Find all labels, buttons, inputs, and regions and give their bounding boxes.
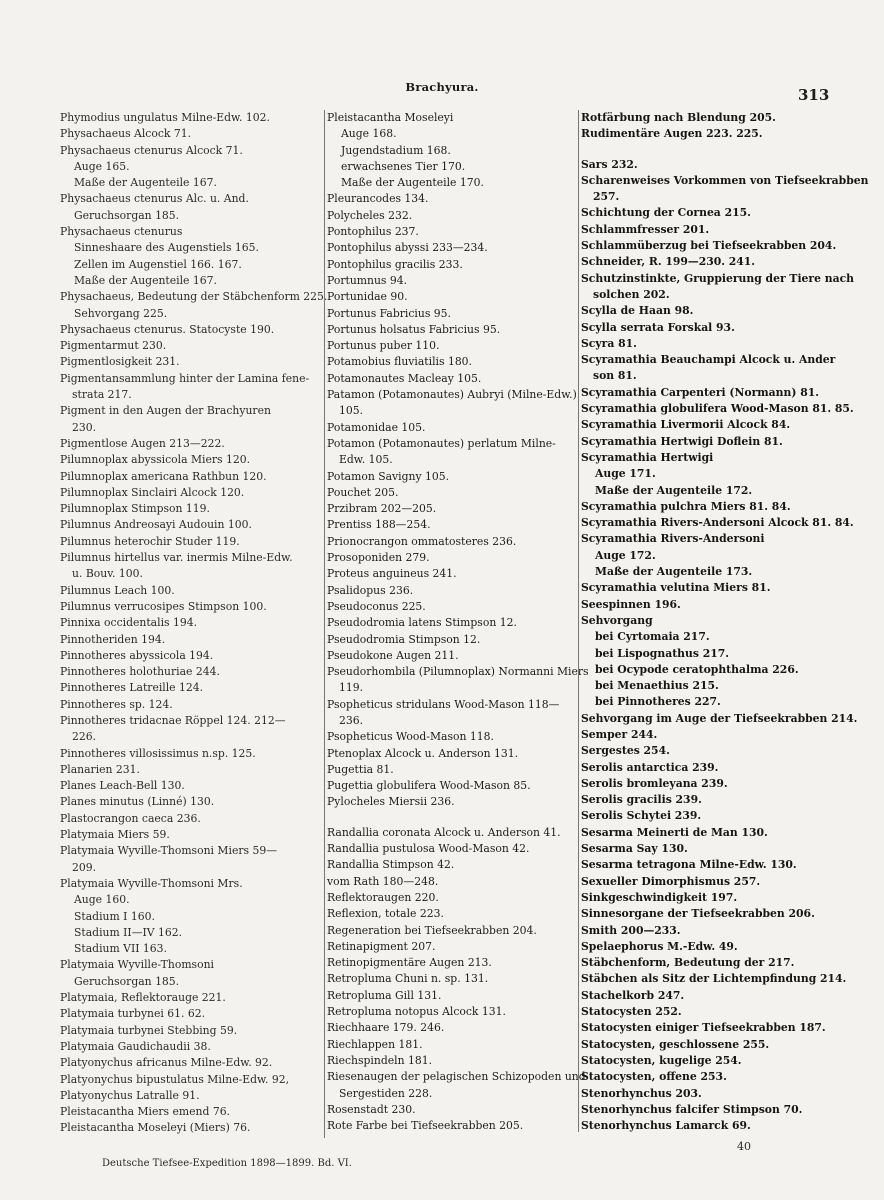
index-entry: Schlammüberzug bei Tiefseekrabben 204. (581, 239, 837, 253)
index-entry: Rote Farbe bei Tiefseekrabben 205. (327, 1119, 524, 1133)
index-entry: Sinkgeschwindigkeit 197. (581, 890, 738, 904)
index-subentry: bei Cyrtomaia 217. (595, 630, 710, 644)
index-entry: Pilumnus verrucosipes Stimpson 100. (60, 599, 267, 613)
index-entry: Scyramathia Hertwigi Doflein 81. (581, 434, 783, 448)
index-entry: Proteus anguineus 241. (327, 567, 457, 581)
index-subentry: Zellen im Augenstiel 166. 167. (74, 257, 242, 271)
index-entry: Scyramathia Rivers-Andersoni Alcock 81. 84. (581, 516, 854, 530)
index-entry: Platymaia turbynei 61. 62. (60, 1007, 206, 1021)
index-subentry: Stadium II—IV 162. (74, 925, 183, 939)
index-entry: Pigmentansammlung hinter der Lamina fene- (60, 371, 310, 385)
index-entry: Riechspindeln 181. (327, 1053, 433, 1067)
index-entry-continuation: 236. (339, 713, 364, 727)
index-entry: Pinnotheres villosissimus n.sp. 125. (60, 746, 256, 760)
index-entry: Platymaia Wyville-Thomsoni Miers 59— (60, 844, 278, 858)
index-entry: Semper 244. (581, 727, 658, 741)
index-entry: Statocysten 252. (581, 1005, 682, 1019)
index-entry: Physachaeus ctenurus (60, 225, 183, 239)
index-entry: Retropluma Gill 131. (327, 988, 442, 1002)
index-entry: Phymodius ungulatus Milne-Edw. 102. (60, 111, 270, 124)
index-entry: Stenorhynchus falcifer Stimpson 70. (581, 1102, 803, 1116)
index-subentry: Auge 172. (595, 548, 656, 562)
index-subentry: Maße der Augenteile 173. (595, 565, 753, 579)
index-entry: Sars 232. (581, 157, 638, 171)
index-entry: Reflektoraugen 220. (327, 890, 439, 904)
index-entry: Pouchet 205. (327, 485, 399, 499)
index-entry: Physachaeus Alcock 71. (60, 127, 192, 141)
index-entry: Retropluma Chuni n. sp. 131. (327, 972, 489, 986)
index-entry: vom Rath 180—248. (327, 874, 439, 888)
index-entry: Pilumnoplax abyssicola Miers 120. (60, 453, 251, 467)
index-subentry: Maße der Augenteile 167. (74, 176, 217, 190)
index-entry: Pinnotheres Latreille 124. (60, 681, 204, 695)
index-entry-continuation: Edw. 105. (339, 453, 393, 467)
index-entry: Sehvorgang im Auge der Tiefseekrabben 214. (581, 711, 858, 725)
index-subentry: Auge 160. (74, 893, 130, 907)
index-entry: Prosoponiden 279. (327, 551, 430, 565)
index-entry-continuation: solchen 202. (593, 287, 670, 301)
index-entry: Pinnotheres holothuriae 244. (60, 665, 220, 679)
entry-spacer (581, 143, 831, 157)
index-entry: Platymaia, Reflektorauge 221. (60, 991, 226, 1005)
index-entry: Statocysten, geschlossene 255. (581, 1037, 770, 1051)
index-entry: Platyonychus bipustulatus Milne-Edw. 92, (60, 1072, 290, 1086)
index-subentry: Sinneshaare des Augenstiels 165. (74, 241, 259, 255)
index-entry: Retinapigment 207. (327, 939, 436, 953)
index-subentry: Auge 171. (595, 467, 656, 481)
index-entry: Scharenweises Vorkommen von Tiefseekrabben (581, 173, 869, 187)
index-subentry: Geruchsorgan 185. (74, 208, 180, 222)
index-entry: Stenorhynchus 203. (581, 1086, 702, 1100)
index-entry: Sesarma tetragona Milne-Edw. 130. (581, 858, 797, 872)
index-column-2 (324, 110, 589, 1138)
index-entry: Schutzinstinkte, Gruppierung der Tiere nach (581, 271, 854, 285)
index-subentry: Sehvorgang 225. (74, 306, 168, 320)
page-footer: Deutsche Tiefsee-Expedition 1898—1899. Bd. VI. (102, 1158, 352, 1169)
index-entry: Scyramathia velutina Miers 81. (581, 581, 771, 595)
index-entry-continuation: 119. (339, 681, 364, 695)
index-entry: Pleurancodes 134. (327, 192, 429, 206)
index-entry: Pilumnoplax americana Rathbun 120. (60, 469, 267, 483)
index-entry: Smith 200—233. (581, 923, 681, 937)
index-column-1 (60, 110, 328, 1137)
index-entry: Randallia pustulosa Wood-Mason 42. (327, 842, 530, 856)
index-entry: Pleistacantha Moseleyi (Miers) 76. (60, 1121, 251, 1135)
index-subentry: Maße der Augenteile 170. (341, 176, 484, 190)
index-entry: Riechlappen 181. (327, 1037, 423, 1051)
index-entry: Riesenaugen der pelagischen Schizopoden und (327, 1070, 586, 1084)
index-entry: Statocysten, offene 253. (581, 1070, 727, 1084)
index-subentry: Geruchsorgan 185. (74, 974, 180, 988)
entry-spacer (327, 811, 577, 825)
index-subentry: Jugendstadium 168. (341, 143, 451, 157)
index-entry: Pigment in den Augen der Brachyuren (60, 404, 271, 418)
index-entry: Scyramathia Carpenteri (Normann) 81. (581, 385, 820, 399)
index-entry-continuation: 230. (72, 420, 97, 434)
index-entry: Pigmentlosigkeit 231. (60, 355, 180, 369)
index-entry-continuation: u. Bouv. 100. (72, 567, 143, 581)
page-header: Brachyura. (405, 80, 479, 94)
index-entry: Potamon (Potamonautes) perlatum Milne- (327, 436, 556, 450)
index-entry: Retinopigmentäre Augen 213. (327, 956, 492, 970)
index-entry: Planes minutus (Linné) 130. (60, 795, 215, 809)
index-entry: Serolis gracilis 239. (581, 793, 702, 807)
index-subentry: Maße der Augenteile 167. (74, 273, 217, 287)
index-entry: Sehvorgang (581, 613, 653, 627)
index-entry-continuation: 257. (593, 190, 620, 204)
index-entry: Pinnotheriden 194. (60, 632, 166, 646)
index-entry: Serolis Schytei 239. (581, 809, 702, 823)
index-entry: Portunidae 90. (327, 290, 408, 304)
index-entry-continuation: son 81. (593, 369, 637, 383)
index-entry: Pilumnoplax Stimpson 119. (60, 502, 210, 516)
index-entry: Pilumnoplax Sinclairi Alcock 120. (60, 485, 245, 499)
index-entry: Physachaeus ctenurus. Statocyste 190. (60, 322, 275, 336)
index-entry: Pinnotheres sp. 124. (60, 697, 173, 711)
index-entry: Reflexion, totale 223. (327, 907, 444, 921)
index-entry: Pseudokone Augen 211. (327, 648, 459, 662)
index-entry: Spelaephorus M.-Edw. 49. (581, 939, 738, 953)
index-entry: Sesarma Say 130. (581, 842, 688, 856)
index-entry: Pugettia 81. (327, 762, 394, 776)
index-entry: Serolis bromleyana 239. (581, 776, 728, 790)
index-entry: Platyonychus africanus Milne-Edw. 92. (60, 1056, 273, 1070)
index-entry: Portunus Fabricius 95. (327, 306, 451, 320)
index-subentry: Auge 168. (341, 127, 397, 141)
index-entry: Stäbchen als Sitz der Lichtempfindung 214. (581, 972, 847, 986)
index-entry: Pylocheles Miersii 236. (327, 795, 455, 809)
index-entry: Patamon (Potamonautes) Aubryi (Milne-Edw.) (327, 388, 577, 402)
index-entry: Riechhaare 179. 246. (327, 1021, 445, 1035)
index-entry: Pinnixa occidentalis 194. (60, 616, 198, 630)
index-entry: Schichtung der Cornea 215. (581, 206, 751, 220)
index-entry: Pilumnus Andreosayi Audouin 100. (60, 518, 252, 532)
index-entry-continuation: strata 217. (72, 388, 132, 402)
index-entry: Prentiss 188—254. (327, 518, 431, 532)
index-entry-continuation: 209. (72, 860, 97, 874)
index-entry: Sexueller Dimorphismus 257. (581, 874, 761, 888)
index-subentry: bei Menaethius 215. (595, 679, 719, 693)
index-entry-continuation: Sergestiden 228. (339, 1086, 433, 1100)
index-entry: Ptenoplax Alcock u. Anderson 131. (327, 746, 519, 760)
index-entry: Stenorhynchus Lamarck 69. (581, 1119, 751, 1133)
index-entry: Psalidopus 236. (327, 583, 414, 597)
index-entry: Platymaia Wyville-Thomsoni (60, 958, 215, 972)
index-entry: Platymaia Wyville-Thomsoni Mrs. (60, 876, 243, 890)
index-subentry: bei Ocypode ceratophthalma 226. (595, 662, 799, 676)
index-entry: Serolis antarctica 239. (581, 760, 719, 774)
index-entry: Potamonautes Macleay 105. (327, 371, 482, 385)
index-entry: Psopheticus Wood-Mason 118. (327, 730, 494, 744)
index-subentry: bei Pinnotheres 227. (595, 695, 721, 709)
signature-number: 40 (737, 1140, 751, 1153)
index-entry: Physachaeus ctenurus Alc. u. And. (60, 192, 249, 206)
index-entry: Scyramathia Rivers-Andersoni (581, 532, 765, 546)
index-entry: Portunus holsatus Fabricius 95. (327, 322, 501, 336)
index-entry: Pilumnus Leach 100. (60, 583, 175, 597)
index-entry: Potamobius fluviatilis 180. (327, 355, 472, 369)
index-entry: Potamon Savigny 105. (327, 469, 450, 483)
index-entry: Rosenstadt 230. (327, 1102, 416, 1116)
index-entry: Sesarma Meinerti de Man 130. (581, 825, 768, 839)
index-entry: Pigmentarmut 230. (60, 339, 167, 353)
index-entry: Platymaia Gaudichaudii 38. (60, 1039, 211, 1053)
index-entry: Pontophilus abyssi 233—234. (327, 241, 488, 255)
index-entry: Potamonidae 105. (327, 420, 426, 434)
index-entry: Planes Leach-Bell 130. (60, 779, 185, 793)
index-entry: Sinnesorgane der Tiefseekrabben 206. (581, 907, 815, 921)
index-entry: Planarien 231. (60, 762, 140, 776)
index-entry: Scyra 81. (581, 336, 637, 350)
index-entry: Platymaia Miers 59. (60, 828, 170, 842)
page-number: 313 (798, 86, 830, 104)
index-entry: Pseudorhombila (Pilumnoplax) Normanni Miers (327, 665, 589, 679)
index-entry-continuation: 226. (72, 730, 97, 744)
index-entry: Pilumnus heterochir Studer 119. (60, 534, 240, 548)
index-subentry: erwachsenes Tier 170. (341, 159, 466, 173)
index-entry: Scyramathia pulchra Miers 81. 84. (581, 499, 791, 513)
index-entry: Rotfärbung nach Blendung 205. (581, 111, 776, 124)
index-entry: Plastocrangon caeca 236. (60, 811, 201, 825)
index-entry: Portumnus 94. (327, 273, 408, 287)
index-entry: Scyramathia Beauchampi Alcock u. Ander (581, 353, 836, 367)
index-entry: Randallia coronata Alcock u. Anderson 41. (327, 825, 561, 839)
index-entry: Sergestes 254. (581, 744, 670, 758)
index-entry: Randallia Stimpson 42. (327, 858, 455, 872)
index-entry: Statocysten einiger Tiefseekrabben 187. (581, 1021, 826, 1035)
index-entry: Platyonychus Latralle 91. (60, 1088, 200, 1102)
index-entry: Pinnotheres abyssicola 194. (60, 648, 214, 662)
index-entry: Psopheticus stridulans Wood-Mason 118— (327, 697, 560, 711)
index-subentry: Maße der Augenteile 172. (595, 483, 753, 497)
index-entry: Pilumnus hirtellus var. inermis Milne-Edw. (60, 551, 293, 565)
index-entry: Statocysten, kugelige 254. (581, 1053, 742, 1067)
index-entry: Pseudodromia latens Stimpson 12. (327, 616, 517, 630)
index-entry: Pigmentlose Augen 213—222. (60, 436, 225, 450)
index-subentry: Stadium VII 163. (74, 942, 167, 956)
index-entry: Pugettia globulifera Wood-Mason 85. (327, 779, 531, 793)
index-entry: Pontophilus 237. (327, 225, 419, 239)
index-entry: Stäbchenform, Bedeutung der 217. (581, 956, 795, 970)
index-entry-continuation: 105. (339, 404, 364, 418)
index-entry: Scylla serrata Forskal 93. (581, 320, 735, 334)
index-entry: Przibram 202—205. (327, 502, 437, 516)
index-entry: Scylla de Haan 98. (581, 304, 694, 318)
index-entry: Seespinnen 196. (581, 597, 681, 611)
index-subentry: bei Lispognathus 217. (595, 646, 730, 660)
index-entry: Retropluma notopus Alcock 131. (327, 1005, 506, 1019)
index-entry: Scyramathia Livermorii Alcock 84. (581, 418, 791, 432)
index-entry: Prionocrangon ommatosteres 236. (327, 534, 517, 548)
index-entry: Pseudoconus 225. (327, 599, 426, 613)
index-entry: Pleistacantha Moseleyi (327, 111, 454, 124)
index-entry: Physachaeus ctenurus Alcock 71. (60, 143, 243, 157)
index-entry: Platymaia turbynei Stebbing 59. (60, 1023, 238, 1037)
index-entry: Scyramathia globulifera Wood-Mason 81. 85. (581, 402, 854, 416)
index-column-3 (578, 110, 869, 1133)
index-entry: Pleistacantha Miers emend 76. (60, 1105, 230, 1119)
index-entry: Stachelkorb 247. (581, 988, 685, 1002)
index-entry: Polycheles 232. (327, 208, 413, 222)
index-entry: Pseudodromia Stimpson 12. (327, 632, 481, 646)
index-entry: Pinnotheres tridacnae Röppel 124. 212— (60, 713, 286, 727)
index-subentry: Stadium I 160. (74, 909, 155, 923)
index-entry: Portunus puber 110. (327, 339, 440, 353)
index-entry: Rudimentäre Augen 223. 225. (581, 127, 763, 141)
index-entry: Physachaeus, Bedeutung der Stäbchenform 225. (60, 290, 328, 304)
index-entry: Schneider, R. 199—230. 241. (581, 255, 756, 269)
index-entry: Schlammfresser 201. (581, 222, 710, 236)
index-entry: Regeneration bei Tiefseekrabben 204. (327, 923, 537, 937)
index-entry: Pontophilus gracilis 233. (327, 257, 463, 271)
index-subentry: Auge 165. (74, 159, 130, 173)
index-entry: Scyramathia Hertwigi (581, 450, 714, 464)
